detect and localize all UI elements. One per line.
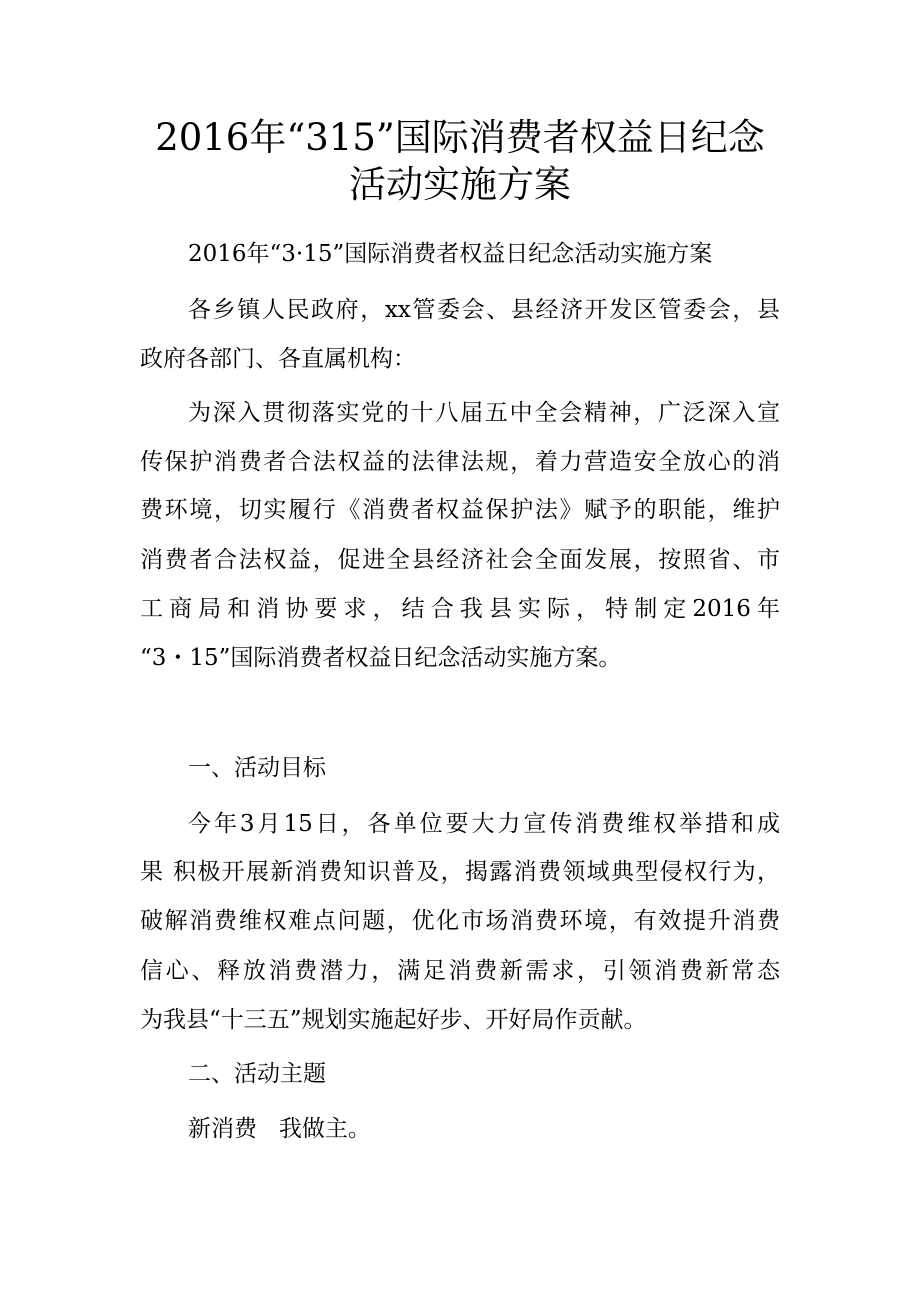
section-2-text: 新消费 我做主。: [188, 1116, 371, 1142]
section-1-line-4: 信心、释放消费潜力，满足消费新需求，引领消费新常态: [140, 958, 780, 984]
address-line-1: 各乡镇人民政府，xx管委会、县经济开发区管委会，县: [188, 297, 780, 323]
section-1-line-3: 破解消费维权难点问题，优化市场消费环境，有效提升消费: [140, 908, 780, 934]
section-1-line-2: 果 积极开展新消费知识普及，揭露消费领域典型侵权行为，: [140, 859, 780, 885]
document-subtitle: 2016年“3·15”国际消费者权益日纪念活动实施方案: [188, 241, 713, 267]
intro-line-5: 工商局和消协要求，结合我县实际，特制定2016年: [140, 596, 780, 622]
section-1-line-5: 为我县“十三五”规划实施起好步、开好局作贡献。: [140, 1007, 647, 1033]
intro-line-3: 费环境，切实履行《消费者权益保护法》赋予的职能，维护: [140, 497, 780, 523]
section-1-heading: 一、活动目标: [188, 755, 326, 781]
document-title-line-2: 活动实施方案: [349, 163, 571, 206]
section-2-heading: 二、活动主题: [188, 1061, 326, 1087]
intro-line-4: 消费者合法权益，促进全县经济社会全面发展，按照省、市: [140, 547, 780, 573]
intro-line-1: 为深入贯彻落实党的十八届五中全会精神，广泛深入宣: [188, 400, 780, 426]
intro-line-2: 传保护消费者合法权益的法律法规，着力营造安全放心的消: [140, 449, 780, 475]
section-1-line-1: 今年3月15日，各单位要大力宣传消费维权举措和成: [188, 811, 780, 837]
intro-line-6: “3・15”国际消费者权益日纪念活动实施方案。: [140, 645, 622, 671]
document-title-line-1: 2016年“315”国际消费者权益日纪念: [155, 116, 765, 159]
address-line-2: 政府各部门、各直属机构：: [140, 346, 416, 372]
